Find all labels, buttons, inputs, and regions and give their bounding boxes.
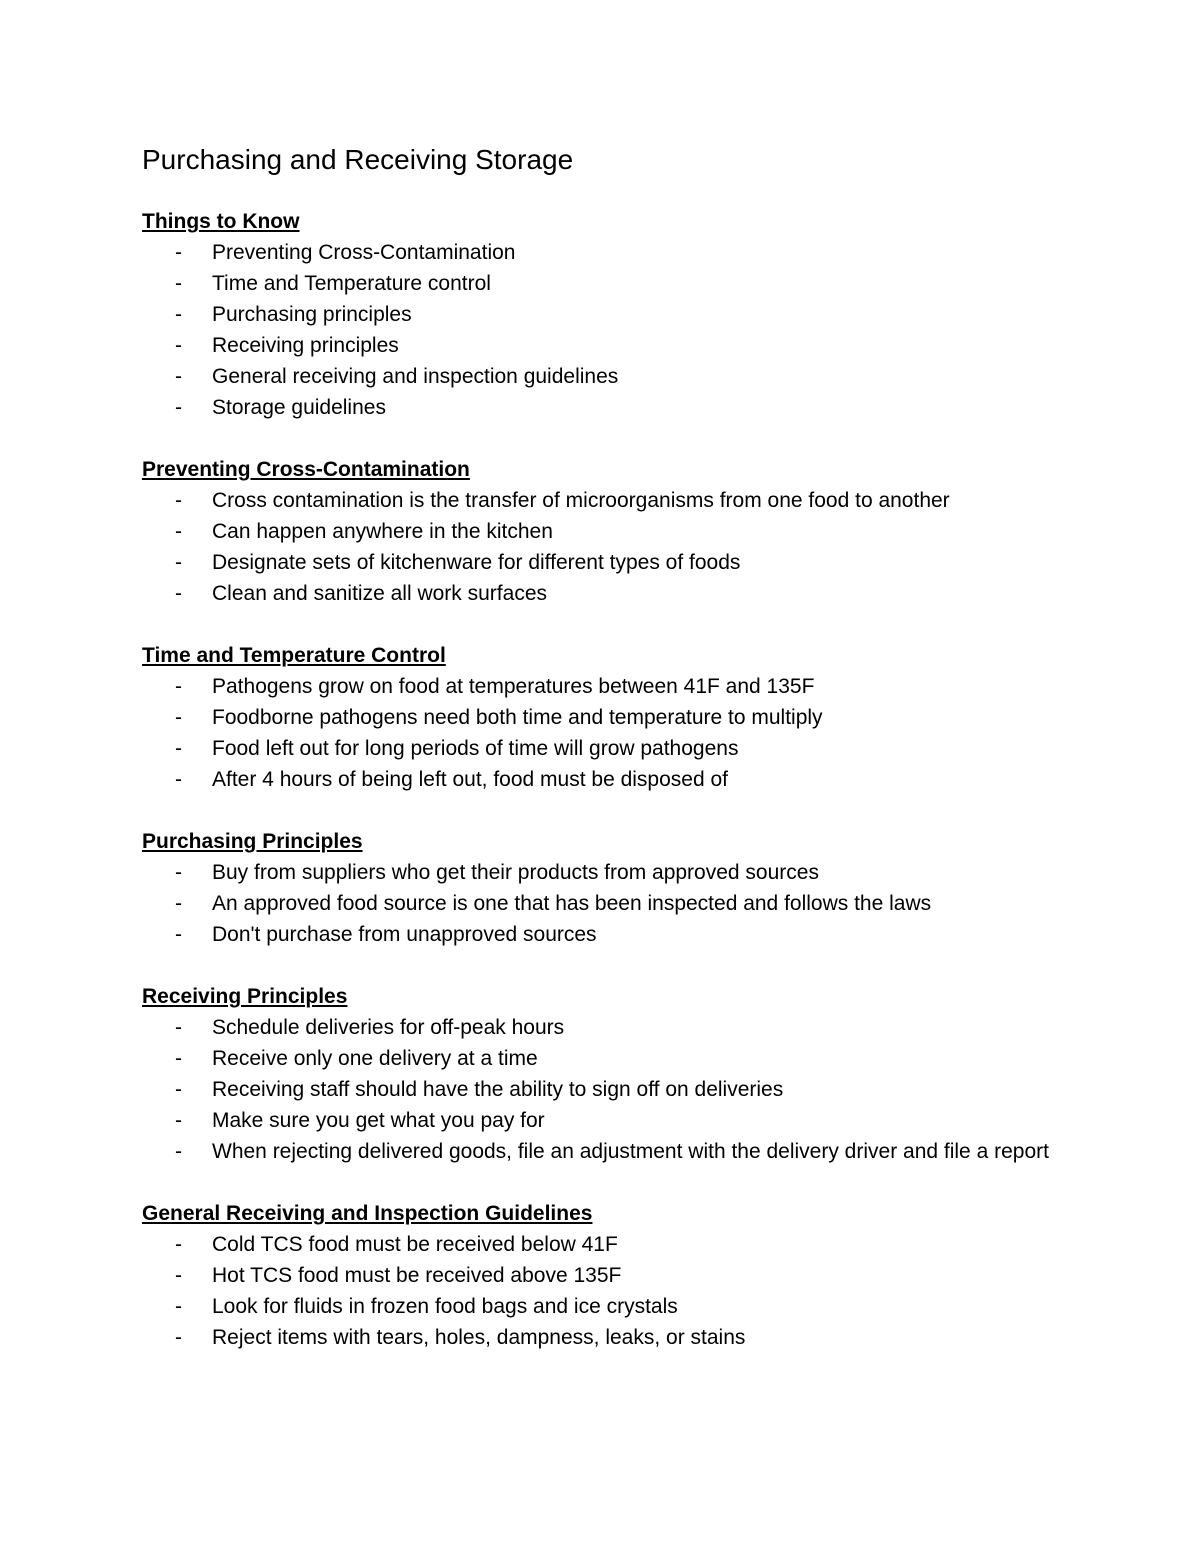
bullet-dash: - — [175, 1326, 182, 1349]
list-item — [142, 919, 1062, 950]
list-item-text: Make sure you get what you pay for — [212, 1109, 545, 1132]
section-heading: Receiving Principles — [142, 985, 348, 1008]
list-item — [142, 1260, 1062, 1291]
list-item-text: Time and Temperature control — [212, 272, 491, 295]
list-item-text: Receiving staff should have the ability to sign off on deliveries — [212, 1078, 784, 1101]
list-item-text: Can happen anywhere in the kitchen — [212, 520, 553, 543]
list-item — [142, 392, 1062, 423]
list-item — [142, 1074, 1062, 1105]
bullet-dash: - — [175, 737, 182, 760]
list-item-text: When rejecting delivered goods, file an adjustment with the delivery driver and file a report — [212, 1140, 1049, 1163]
list-item — [142, 1322, 1062, 1353]
document-page — [142, 138, 1062, 1384]
list-item — [142, 299, 1062, 330]
list-item-text: Receiving principles — [212, 334, 399, 357]
list-item-text: Foodborne pathogens need both time and temperature to multiply — [212, 706, 823, 729]
list-item — [142, 516, 1062, 547]
list-item — [142, 733, 1062, 764]
list-item — [142, 671, 1062, 702]
list-item — [142, 857, 1062, 888]
bullet-dash: - — [175, 334, 182, 357]
document-title: Purchasing and Receiving Storage — [142, 144, 574, 175]
list-item — [142, 1012, 1062, 1043]
list-item-text: Storage guidelines — [212, 396, 386, 419]
bullet-dash: - — [175, 582, 182, 605]
bullet-dash: - — [175, 1140, 182, 1163]
list-item-text: Schedule deliveries for off-peak hours — [212, 1016, 565, 1039]
list-item-text: Don't purchase from unapproved sources — [212, 923, 597, 946]
list-item — [142, 547, 1062, 578]
list-item — [142, 1105, 1062, 1136]
bullet-dash: - — [175, 1047, 182, 1070]
bullet-dash: - — [175, 1109, 182, 1132]
bullet-list — [142, 857, 1062, 950]
bullet-dash: - — [175, 272, 182, 295]
list-item-text: Clean and sanitize all work surfaces — [212, 582, 547, 605]
list-item-text: Receive only one delivery at a time — [212, 1047, 538, 1070]
list-item-text: Preventing Cross-Contamination — [212, 241, 516, 264]
bullet-list — [142, 1229, 1062, 1353]
section-time-and-temperature-control — [142, 640, 1062, 795]
list-item-text: An approved food source is one that has been inspected and follows the laws — [212, 892, 932, 915]
list-item — [142, 888, 1062, 919]
bullet-dash: - — [175, 551, 182, 574]
section-receiving-principles — [142, 981, 1062, 1167]
list-item-text: Buy from suppliers who get their products from approved sources — [212, 861, 819, 884]
bullet-list — [142, 671, 1062, 795]
bullet-dash: - — [175, 1295, 182, 1318]
list-item — [142, 1291, 1062, 1322]
bullet-dash: - — [175, 675, 182, 698]
bullet-dash: - — [175, 1016, 182, 1039]
list-item-text: After 4 hours of being left out, food must be disposed of — [212, 768, 728, 791]
section-heading: Things to Know — [142, 210, 300, 233]
bullet-dash: - — [175, 303, 182, 326]
bullet-dash: - — [175, 861, 182, 884]
section-heading: Time and Temperature Control — [142, 644, 446, 667]
section-heading: General Receiving and Inspection Guidelines — [142, 1202, 593, 1225]
list-item-text: Look for fluids in frozen food bags and ice crystals — [212, 1295, 678, 1318]
list-item — [142, 764, 1062, 795]
bullet-dash: - — [175, 1264, 182, 1287]
list-item-text: Hot TCS food must be received above 135F — [212, 1264, 622, 1287]
list-item — [142, 268, 1062, 299]
bullet-dash: - — [175, 1078, 182, 1101]
section-general-receiving-and-inspection-guidelines — [142, 1198, 1062, 1353]
bullet-dash: - — [175, 923, 182, 946]
bullet-dash: - — [175, 706, 182, 729]
list-item-text: Food left out for long periods of time will grow pathogens — [212, 737, 739, 760]
bullet-dash: - — [175, 241, 182, 264]
list-item-text: Purchasing principles — [212, 303, 412, 326]
bullet-dash: - — [175, 1233, 182, 1256]
list-item — [142, 330, 1062, 361]
list-item — [142, 578, 1062, 609]
bullet-dash: - — [175, 768, 182, 791]
list-item — [142, 361, 1062, 392]
bullet-dash: - — [175, 396, 182, 419]
bullet-list — [142, 485, 1062, 609]
list-item-text: Cross contamination is the transfer of microorganisms from one food to another — [212, 489, 950, 512]
list-item-text: Reject items with tears, holes, dampness, leaks, or stains — [212, 1326, 746, 1349]
list-item-text: General receiving and inspection guidelines — [212, 365, 619, 388]
bullet-dash: - — [175, 365, 182, 388]
list-item — [142, 1136, 1062, 1167]
list-item-text: Cold TCS food must be received below 41F — [212, 1233, 618, 1256]
bullet-list — [142, 237, 1062, 423]
section-purchasing-principles — [142, 826, 1062, 950]
list-item — [142, 1229, 1062, 1260]
bullet-list — [142, 1012, 1062, 1167]
list-item-text: Pathogens grow on food at temperatures between 41F and 135F — [212, 675, 815, 698]
section-heading: Preventing Cross-Contamination — [142, 458, 470, 481]
section-things-to-know — [142, 206, 1062, 423]
section-heading: Purchasing Principles — [142, 830, 363, 853]
list-item-text: Designate sets of kitchenware for different types of foods — [212, 551, 741, 574]
section-preventing-cross-contamination — [142, 454, 1062, 609]
bullet-dash: - — [175, 892, 182, 915]
list-item — [142, 702, 1062, 733]
list-item — [142, 1043, 1062, 1074]
list-item — [142, 485, 1062, 516]
bullet-dash: - — [175, 489, 182, 512]
bullet-dash: - — [175, 520, 182, 543]
list-item — [142, 237, 1062, 268]
